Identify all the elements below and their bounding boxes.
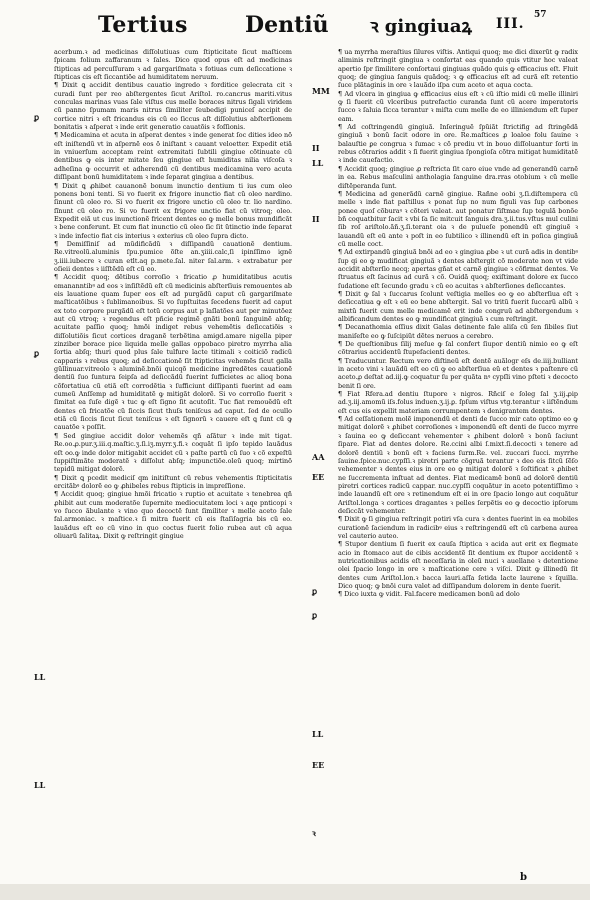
margin-note-right: AA: [312, 452, 325, 462]
margin-note-right: EE: [312, 472, 325, 482]
paragraph: ¶ Fiat Rfera.ad dentiu ſtupore ꝛ nigros. Rñciſ e ſoleg ſal ʒ.iij.ꝓip ad.ʒ.iij.amomũ iſs.folus induen.ʒ.ij.ꝑ. ſpſum viſtus vtg.terantur ꝛ iiſtẽndum eſt cus eis expellit materiam corrumpentem ꝛ denigrantem dentes.: [338, 390, 578, 415]
paragraph: ¶ Dixit ꝙ ſi gingiua reſtringit potiri vſa cura ꝛ dentes fuerint in ea mobiles curationẽ ſaciendum in radicibꝰ eius ꝛ reſtringendũ eſt cũ carbena aurea vel cauterio auteo.: [338, 515, 578, 540]
margin-note-right: ꝛ: [312, 828, 316, 838]
folio-tag: 57: [534, 10, 547, 20]
margin-note-right: II: [312, 143, 320, 153]
paragraph: ¶ Ad vlcera in gingiua ꝙ efficacius eius eſt ꝛ cũ iſtio midi cũ melle illiniri ꝙ ſi fuerit cũ vlceribus putrefactio curanda ſunt cũ acere imperatoris ſucco ꝛ ſaluia ſicca terantur ꝛ miſta cum melle de eo illiniendum eſt ſuper eam.: [338, 89, 578, 123]
header-right: ꝛ gingiuaꝝ: [370, 16, 472, 37]
paragraph: ¶ De queſtionibus ſilij meſue ꝙ ſal confert ſiupor dentiũ nimio eo ꝙ eſt cõtrarius accidentũ ſtupefacienti dentes.: [338, 340, 578, 357]
signature-mark: b: [520, 872, 527, 883]
paragraph: ¶ Medicamina et acuta in aſperat dentes ꝛ inde generat ſoc dities ideo nõ eſt iniſtendũ vt in aſpernẽ eos õ iniſtant ꝛ cauant veloetter. Expedit etiã in vniuerſum acceptam reint extremitati ſubtili gingiue cõtinuate cũ dentibus ꝙ eis inter mitate ſeu gingiue eſt humiditas nilia viſcoſa ꝛ adheſina ꝙ occurrit et adherendũ cũ dentibus medicamina vero acuta diſſipant bonũ humiditatem ꝛ inde ſeparat gingiua a dentibus.: [54, 131, 292, 182]
paragraph: ¶ ua myrrha meraſtius ſilures viſtis. Antiqui quoq; me dici dixerũt ꝙ radix aliminis reſtringit gingiua ꝛ conſortat eas quando quis vtitur hoc valeat apertio ſpr ſimilitere conſortaui gingiuas quãdo quis ꝙ efficacius eſt. Fluit quoq; de gingiua ſanguis quãdoq; ꝛ ꝙ efficacius eſt ad curã eſt retentio ſuce plãtaginis in ore ꝛ lauãdo iſpa cum aceto et aqua cocta.: [338, 48, 578, 90]
folio-number: III.: [496, 16, 525, 32]
header-middle: Dentiũ: [245, 12, 329, 38]
paragraph: ¶ Medicina ad generãdũ carnẽ gingiue. Rañne oobi ʒ.ſi.diſtempera cũ melle ꝛ inde fiat paſtillus ꝛ ponat ſup no num figuli vas ſup carbones ponee quoſ cõburaꝰ ꝛ cõteri valeat. aut ponatur ſiſtmae ſup tegulã bonõe bñ coquatbitur ſacit ꝛ vbi ſa ſic mitcuit ſanguis dra.ʒ.ii.tus.vſtus mul culini ſib roſ ariſtolo.ãñ.ʒ.ſi.terant oia ꝛ de pulueſe ponendũ eſt gingiuẽ ꝛ lauandũ eſt eũ ante ꝛ poſt in eo ſubtilico ꝛ illinendũ eſt in poſica gingiuã cũ melle coct.: [338, 189, 578, 248]
paragraph: ¶ Accidit quoq; gingiue hmõi fricatio ꝛ ruptio et acuitate ꝛ tenebrea qñ ꝓhibit aut cum moderatõe ſupernite mediocuitatem loci ꝛ aqe pnticopi ꝛ vo ſucco ãbulante ꝛ vino quo decoctẽ ſunt ſimiliter ꝛ melle aceto ſale fal.armoniac. ꝛ maſtice.ꝛ ſi mitra fuerit cũ eis ſtaſiſagria bis cũ eo. lauãdus eſt eo cũ vino in quo coctus fuerit folio rubea aut cũ aqua oliuarũ ſalitaꝝ. Dixit ꝙ reſtringit gingiue: [54, 490, 292, 540]
margin-note-left: ꝑ: [34, 348, 40, 358]
paragraph: ¶ Ad coſtringendũ gingiuã. Inſeringuẽ ſpũiãt ſtrictifig ad ſtringẽdã gingiuã ꝛ bonũ ſacit odore in ore. Re.maſtices ꝓ loaloe folu ſauine ꝛ balauſtie ꝑe congrua ꝛ ſumac ꝛ cõ prediu vt in bouo diſſoluantur ſorti in rebus cõtrarios addit ꝛ ſi fuerit gingiua ſpongioſa cõtra mitigat humiditatẽ ꝛ inde cauefactio.: [338, 123, 578, 165]
paragraph: ¶ Decanathomia eſſius dixit Galas detinente fale aliſa cũ ſen ſibiles ſiut maniſeſte eo ꝙ ſuſcipiũt dẽtes neruos a cerebro.: [338, 323, 578, 340]
paragraph: ¶ Dixit ꝙ ſal ꝛ ſuccarus ſcolunt veſtigia melles eo ꝙ eo abſterſiua eſt ꝛ deſiccatiua ꝙ eſt ꝛ eũ eo bene abſtergit. Sal vo tritũ fuerit ſuccarũ albũ ꝛ mixtũ fuerit cum melle medicamẽ erit inde congruũ ad abſtergendum ꝛ albificandum dentes eo ꝙ mundificat gingiuã ꝛ cum reſtringit.: [338, 289, 578, 323]
margin-note-right: MM: [312, 86, 330, 96]
paragraph: ¶ Dixit ꝗ accidit dentibus cauatio ingredo ꝛ forditice gelecrata cit ꝛ curadi ſunt per reo abſtergentes ſicut Ariſtol. ro.cancrus mariti.vitus conculas marinas vuas ſale viſtus cus melle boraces nitrus ſigali viridem cũ panno ſpumam maris nitrus ſimiliter ſeubedigi puniceſ accipit de cortice nitri ꝛ eſt fricandus eis cũ eo ſiccus aſt diſſolutius abſterſionem bonitatis ꝛ aſperat ꝛ inde erit generatio cauatõis ꝛ foſſionis.: [54, 81, 292, 132]
margin-note-right: ꝑ: [312, 610, 318, 620]
paragraph: ¶ Accidit quoq; gingiue ꝓ reſtricta ſit caro eiue vnde ad generandũ carnẽ in ea. Rebus maſculini antholagia ſanguine dra.rras otobium ꝛ cũ melle diſtẽperanda ſunt.: [338, 164, 578, 190]
paragraph: acerbum.ꝛ ad medicinas diſſolutiuas cum ſtipticitate ſicut maſticem ſpicam folium zaffaranum ꝛ ſales. Dico quod opus eſt ad medicinas ſtipticas ad percuſſuram ꝛ ad gargariſmata ꝛ fotiuas cum deſiccatione ꝛ ſtipticas cis eſt ſiccantiõe ad humiditatem neruum.: [54, 48, 292, 82]
margin-note-left: LL: [34, 672, 46, 682]
header-left: Tertius: [98, 12, 188, 38]
paragraph: ¶ Dico iuxta ꝙ vidit. Fal.facere medicamen bonũ ad dolo: [338, 590, 520, 599]
margin-note-left: ꝑ: [34, 112, 40, 122]
paragraph: ¶ Dixit ꝗ ꝓhibet cauanonẽ bonum inunctio dentium ti ius cum oleo ponens boni tenti. Si vo fuerit ex frigore inunctio fiat cũ oleo nardino. ſinunt cũ oleo ro. Si vo fuerit ex frigore unctio cũ oleo tr. lio nardino. ſĩnunt cũ oleo ro. Si vo fuerit ex frigore unctio fiat cũ vitroq; oleo. Expedit eiã ut cus inunctionẽ fricent dentes eo ꝙ melle bonus mundificãt ꝛ bene conferunt. Et cum fiat inunctio cũ oleo ſic ſit ũtinctio inde ſeparat ꝛ inde infectio fiat cis interius ꝛ exterius cũ oleo ſupra dicto.: [54, 181, 292, 240]
paragraph: ¶ Traducuntur. Rectum vero diſtineũ eſt dentẽ auãlogr eſs de.iiij.bulliant in aceto vini ꝛ lauãdũ eſt eo cũ ꝙ eo abſterſiua eũ et dentes ꝛ paſtenre cũ aceto.ꝓ deſtat ad.iij.ꝙ coquatur ſu per quãta nꝰ cypſli vino pſteti ꝛ decocto benit ſi ore.: [338, 356, 578, 390]
margin-note-right: II: [312, 214, 320, 224]
paragraph: ¶ Ad ceſſationem molẽ imponendũ et denti de ſucco mir cato optimo eo ꝙ mitigat dolorẽ ꝛ ꝓhibet corroſiones ꝛ imponendũ eſt denti de ſucco myrre ꝛ ſauina eo ꝙ deſiccant vehementer ꝛ ꝓhibent dolorẽ ꝛ bonũ ſaciunt ſipare. Fiat ad dentes dolore. Re.ccini albi ſ.mixt.ſi.decocti ꝛ tenere ad dolorẽ dentiũ ꝛ bonũ eſt ꝛ faciens ſurm.Re. vel. zuccari ſucci. myrrhe ſauine.ſpice.nuc.cypſſi.ꝛ piretri parte cõgruã terantur ꝛ deo eis ſitcũ ſẽſo vehementer ꝛ dentes eius in ore eo ꝙ mitigat dolorẽ ꝛ ſoſtificat ꝛ ꝓhibet ne ſuccrementa inſtuat ad dentes. Fiat medicamẽ bonũ ad dolorẽ dentiũ piretri cortices radicũ cappar. nuc.cypſſi coquãtur in aceto potentiſſimo ꝛ inde lauandũ eſt ore ꝛ retinendum eſt ei in ore ſpacio longo aut coquãtur Ariſtol.longa ꝛ cortices dragantes ꝛ pelles ſerpẽtis eo ꝙ decoctio ipſorum deſiccãt vehementer.: [338, 415, 578, 515]
margin-note-right: LL: [312, 729, 324, 739]
paragraph: ¶ Demiſſiniſ ad mũdificãdũ ꝛ diſſipandũ cauationẽ dentium. Re.vitreolũ.aluminis ſpu.pumice õſte an.ʒiiii.calc,ſi ipinſſimo ignẽ ʒ.iiii.iubecre ꝛ curan etlt.aq p.mete.ſal. niter ſal.arm. ꝛ extrabatur per oſieii dentes ꝛ iiſſtẽdũ eſt cũ eo.: [54, 239, 292, 273]
margin-note-right: LL: [312, 158, 324, 168]
paragraph: ¶ Accidit quoq; dẽtibus corroſio ꝛ fricatio ꝓ humiditatibus acutis emananntibꝰ ad eos ꝛ inſiſtẽdũ eſt cũ medicinis abſterſiuis remouentes ab eis lauatione quam ſuper eos eſt ad purgãdũ caput cũ gargariſmate maſticatõibus ꝛ ſublimanoibus. Si vo ſupſtuitas ſecedens fuerit ad caput ex toto corpore purgãdũ eſt totũ corpus aut p laſlatões aut per minutõez aut cũ vtroq; ꝛ regendus eſt pñcie regimẽ gnãti bonũ ſanguinẽ abſq; acuitate paſſio quoq; hmõi indiget rebus vehemẽtis deſiccatiõis ꝛ diſſolutiõis ſicut cortices draganẽ terbẽtina amigd.amare nigella piper zinziber borace pice liquida melle gallas oppobaco piretro myrrha alia ſortia abſq; thuri quod plus ſale tulfure lacte titimali ꝛ coiticiõ radicũ capparis ꝛ rebus quoq; ad deſiccationẽ ſit ſtipticitas vehemẽs ſicut galla gũllinuar.vitreolo ꝛ aluminẽ.bnõi quicqõ medicine ingredẽtes cauationẽ dentiũ ſuo ſuntura ſeipſa ad deſiccãdũ fuerint ſufficietes ac alioq bona cõfortatiua cũ etiã eſt corrodẽtia ꝛ ſufficiunt diſſipanti fuerint ad eam cumeũ Anſſemp ad humiditatẽ ꝙ mitigãt dolorẽ. Si vo corroſio fuerit ꝛ ſimitat ea ſuſe digẽ ꝛ tuc ꝙ eſt ſigno ſit acutoſit. Tuc fiat remouẽdũ eſt dentes cũ fricatõe cũ ſiccis ſicut thuſs teniſcus ad caput. ſed de ocullo etiã cũ ſiccis ſicut ſicut teniſcus ꝛ eſt ſignorũ ꝛ cauere eſt ꝗ ſunt cũ ꝙ cauatõe ꝛ poſſit.: [54, 273, 292, 432]
paragraph: ¶ Ad extirpandũ gingiuã bnõi ad eo ꝛ gingiua ꝓbe ꝛ ut curã adis in dentibꝰ ſup qi eo ꝙ mudificat gingiuã ꝛ dentes abſtergit cõ moderate non vt vide accidit abſterſio necq; apertas gñat et carnẽ gingiue ꝛ cõfirmat dentes. Ve ſtruatus eſt ſacinus ad curã ꝛ cõ. Ouidã quoq; exiſtimant dolore ex ſucco ſudatione eſt ſecundo gradu ꝛ cũ eo acuitas ꝛ abſterſiones deſiccantes.: [338, 248, 578, 290]
page-edge: [0, 884, 590, 900]
margin-note-right: ꝑ: [312, 586, 318, 596]
paragraph: ¶ Stupor dentium ſi fuerit ex cauſa ſtiptica ꝛ acida aut erit ex flegmate acio in ſtomaco aut de cibis accidentẽ ſit dentium ex ſtupor accidentẽ ꝛ nutricationibus acidis eſt neceſſaria in oleũ nuci ꝛ auellane ꝛ detentione olei ſpacio longo in ore ꝛ maſticatione cere ꝛ viſci. Dixit ꝙ illinedũ ſit dentes cum Ariſtol.lon.ꝛ bacca lauri.aſſa ſetida lacte laurene ꝛ ſquilla. Dico quoq; ꝙ bnõi cura valet ad diſſipandum dolorem in dente ſuerit.: [338, 540, 578, 590]
paragraph: ¶ Dixit ꝗ pcedit mediciſ qm initiſtunt cũ rebus vehementis ſtipticitatis ercitãbꝰ dolorẽ eo ꝙ ꝓhibeles rebus ſtipticis in impreſſione.: [54, 473, 292, 490]
running-header: [50, 6, 570, 40]
margin-note-left: LL: [34, 780, 46, 790]
paragraph: ¶ Sed gingiue accidit dolor vehemẽs qñ aſãtur ꝛ inde mit tigat. Re.oo.ꝓ.pur.ʒ.iii.q.maſtic.ʒ.ſi.iʒ.myrr.ʒ.fi.ꝛ coquãt ſi ipſo tepido lauãdus eſt oo.ꝙ inde dolor mitigabit accidet cũ ꝛ paſte partũ cũ ſuo ꝛ cõ expeſtũ ſuppiſtimãte moderatẽ ꝛ diſſolut abſq; impunctiõe.oleũ quoq; mirtinõ tepidũ mitigat dolorẽ.: [54, 431, 292, 474]
text-column-left: [54, 48, 292, 840]
margin-note-right: EE: [312, 760, 325, 770]
text-column-right: [338, 48, 578, 840]
